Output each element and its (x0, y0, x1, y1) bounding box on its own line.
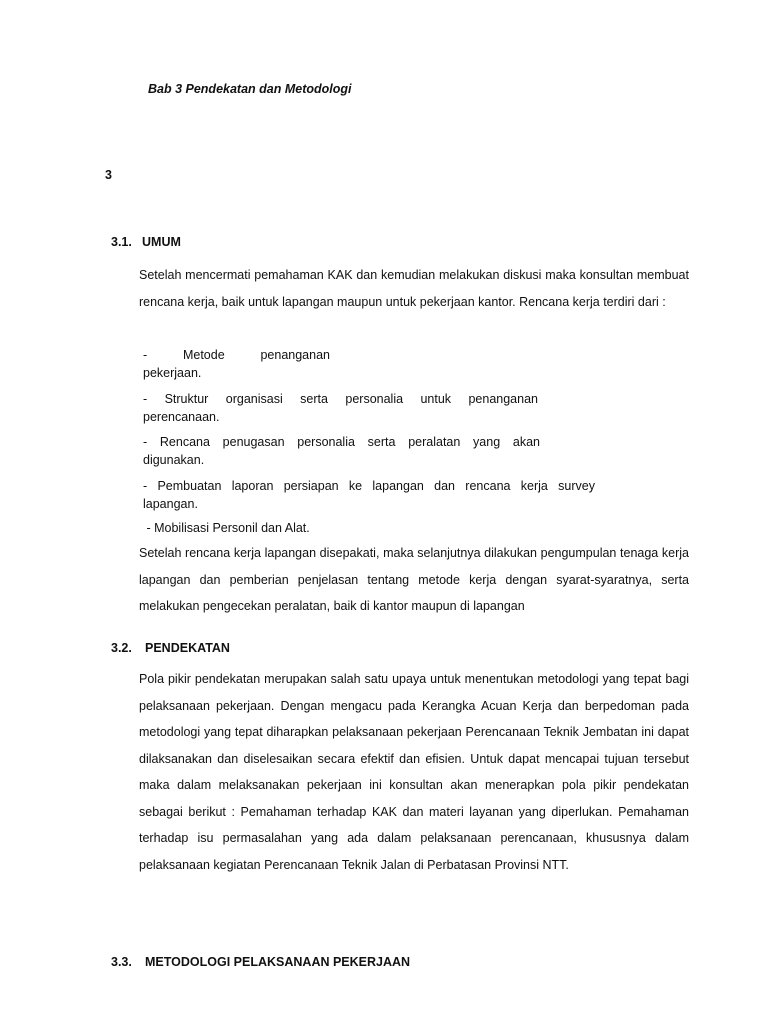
list-item (143, 390, 538, 426)
list-item-line: - Rencana penugasan personalia serta peralatan yang akan (143, 435, 540, 449)
list-item-line: - Struktur organisasi serta personalia untuk penanganan (143, 392, 538, 406)
section-title: UMUM (142, 235, 181, 249)
list-item-line: lapangan. (143, 497, 198, 511)
umum-closing-paragraph: Setelah rencana kerja lapangan disepakati, maka selanjutnya dilakukan pengumpulan tenaga kerja lapangan dan pemberian penjelasan tentang metode kerja dengan syarat-syaratnya, serta melakukan pengecekan peralatan, baik di kantor maupun di lapangan (139, 546, 689, 613)
section-title: PENDEKATAN (145, 641, 230, 655)
list-item-line: perencanaan. (143, 410, 220, 424)
list-item-continuation: pekerjaan. (143, 366, 202, 380)
section-number: 3.1. (111, 235, 132, 249)
section-heading-umum (111, 235, 181, 249)
section-title: METODOLOGI PELAKSANAAN PEKERJAAN (145, 955, 411, 969)
chapter-number: 3 (105, 168, 112, 182)
list-item-line: digunakan. (143, 453, 205, 467)
umum-intro-paragraph: Setelah mencermati pemahaman KAK dan kemudian melakukan diskusi maka konsultan membuat rencana kerja, baik untuk lapangan maupun untuk pekerjaan kantor. Rencana kerja terdiri dari : (139, 268, 689, 309)
list-item (143, 346, 330, 364)
list-item: - Mobilisasi Personil dan Alat. (143, 521, 310, 535)
pendekatan-paragraph: Pola pikir pendekatan merupakan salah satu upaya untuk menentukan metodologi yang tepat bagi pelaksanaan pekerjaan. Dengan mengacu pada Kerangka Acuan Kerja dan berpedoman pada metodologi yang tepat diharapkan pelaksanaan pekerjaan Perencanaan Teknik Jembatan ini dapat dilaksanakan dan diselesaikan secara efektif dan efisien. Untuk dapat mencapai tujuan tersebut maka dalam melaksanakan pekerjaan ini konsultan akan menerapkan pola pikir pendekatan sebagai berikut : Pemahaman terhadap KAK dan materi layanan yang diperlukan. Pemahaman terhadap isu permasalahan yang ada dalam pelaksanaan perencanaan, khususnya dalam pelaksanaan kegiatan Perencanaan Teknik Jalan di Perbatasan Provinsi NTT. (139, 672, 689, 872)
section-number: 3.2. (111, 641, 132, 655)
section-number: 3.3. (111, 955, 132, 969)
list-item-line: - Pembuatan laporan persiapan ke lapangan dan rencana kerja survey (143, 479, 595, 493)
page-header: Bab 3 Pendekatan dan Metodologi (148, 82, 352, 96)
list-item (143, 433, 540, 469)
section-heading-metodologi (111, 955, 410, 969)
section-heading-pendekatan (111, 641, 230, 655)
list-item-line: - Metode penanganan (143, 348, 330, 362)
list-item (143, 477, 595, 513)
